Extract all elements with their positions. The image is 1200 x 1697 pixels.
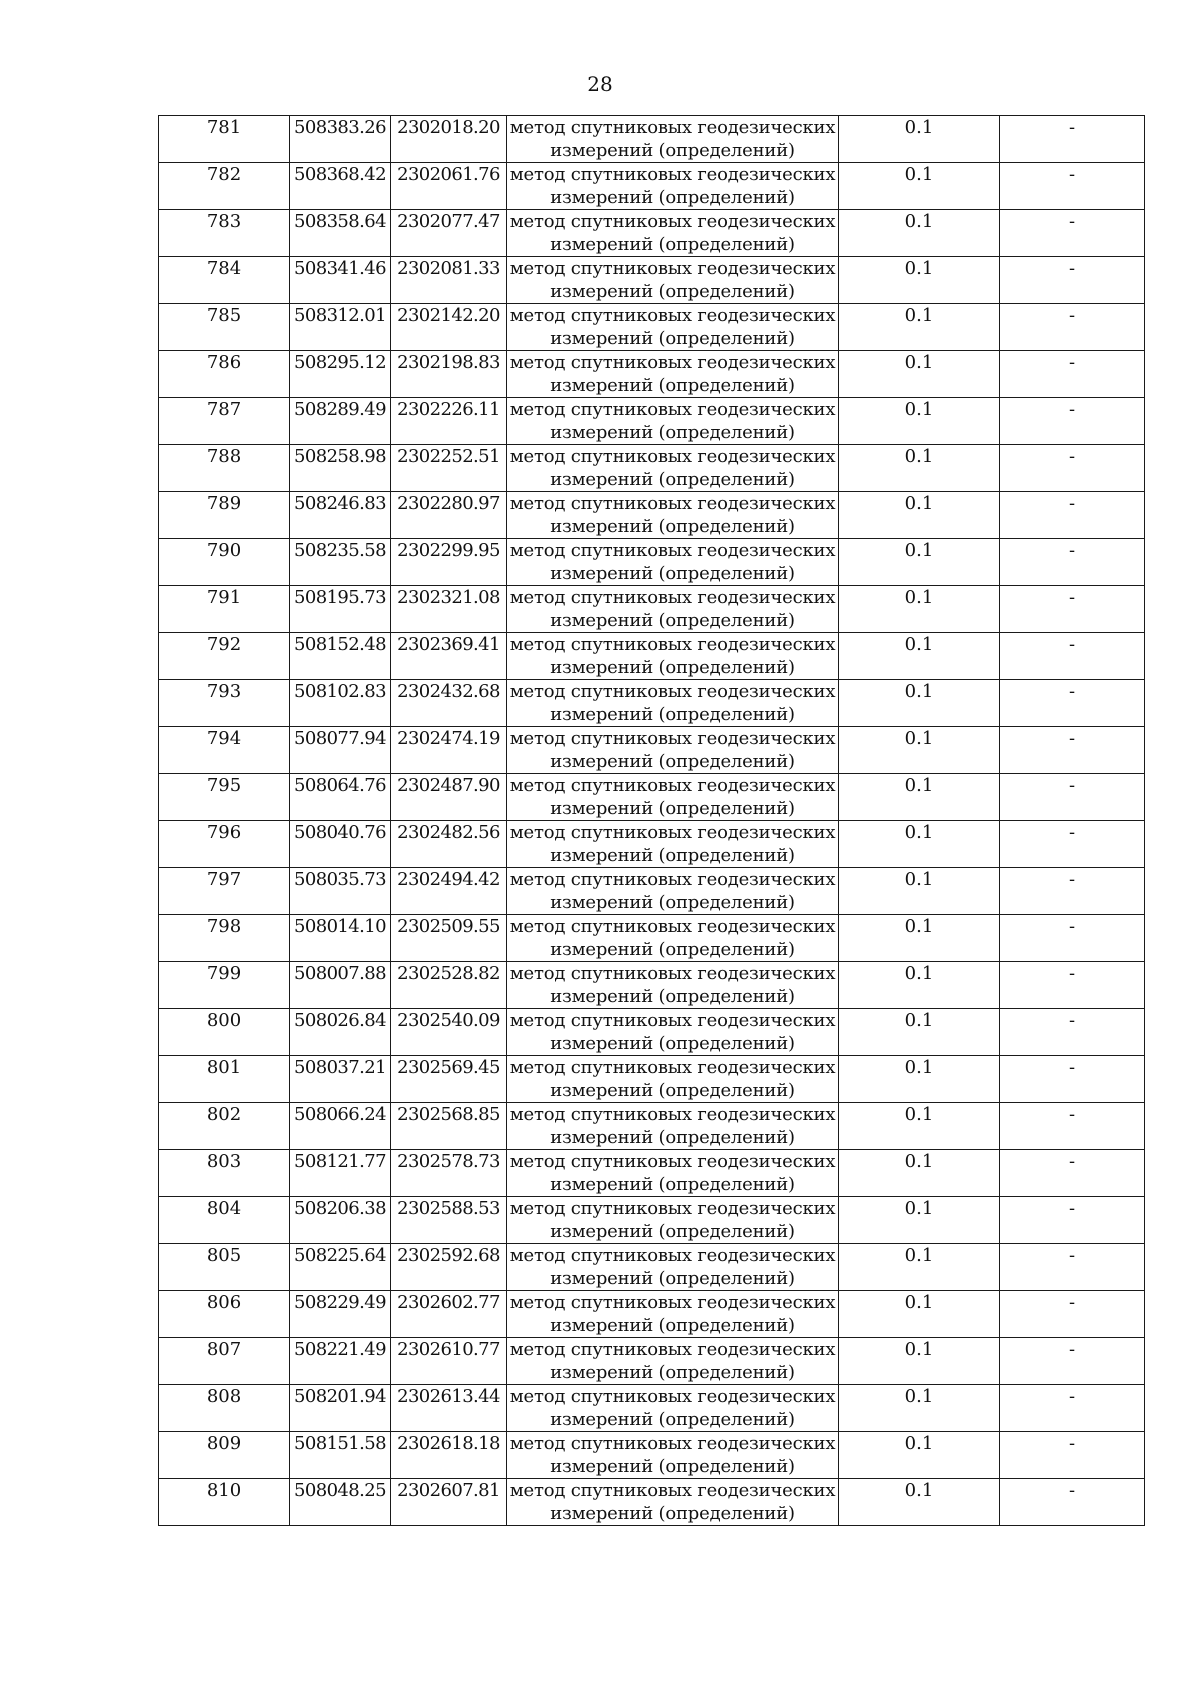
table-row xyxy=(159,163,1145,210)
y-coordinate-cell: 2302252.51 xyxy=(391,445,507,492)
method-cell: метод спутниковых геодезических измерений (определений) xyxy=(507,257,839,304)
y-coordinate-cell: 2302018.20 xyxy=(391,116,507,163)
y-coordinate-cell: 2302226.11 xyxy=(391,398,507,445)
note-cell: - xyxy=(1000,351,1145,398)
method-cell: метод спутниковых геодезических измерений (определений) xyxy=(507,1009,839,1056)
accuracy-cell: 0.1 xyxy=(839,633,1000,680)
y-coordinate-cell: 2302509.55 xyxy=(391,915,507,962)
point-number-cell: 797 xyxy=(159,868,290,915)
y-coordinate-cell: 2302142.20 xyxy=(391,304,507,351)
accuracy-cell: 0.1 xyxy=(839,1291,1000,1338)
accuracy-cell: 0.1 xyxy=(839,680,1000,727)
note-cell: - xyxy=(1000,1056,1145,1103)
x-coordinate-cell: 508312.01 xyxy=(290,304,391,351)
table-row xyxy=(159,257,1145,304)
x-coordinate-cell: 508102.83 xyxy=(290,680,391,727)
point-number-cell: 799 xyxy=(159,962,290,1009)
x-coordinate-cell: 508121.77 xyxy=(290,1150,391,1197)
x-coordinate-cell: 508206.38 xyxy=(290,1197,391,1244)
table-row xyxy=(159,492,1145,539)
note-cell: - xyxy=(1000,398,1145,445)
method-cell: метод спутниковых геодезических измерений (определений) xyxy=(507,1338,839,1385)
table-row xyxy=(159,774,1145,821)
y-coordinate-cell: 2302299.95 xyxy=(391,539,507,586)
x-coordinate-cell: 508048.25 xyxy=(290,1479,391,1526)
y-coordinate-cell: 2302613.44 xyxy=(391,1385,507,1432)
y-coordinate-cell: 2302588.53 xyxy=(391,1197,507,1244)
accuracy-cell: 0.1 xyxy=(839,445,1000,492)
x-coordinate-cell: 508077.94 xyxy=(290,727,391,774)
x-coordinate-cell: 508295.12 xyxy=(290,351,391,398)
table-row xyxy=(159,1385,1145,1432)
accuracy-cell: 0.1 xyxy=(839,1103,1000,1150)
method-cell: метод спутниковых геодезических измерений (определений) xyxy=(507,398,839,445)
point-number-cell: 791 xyxy=(159,586,290,633)
point-number-cell: 789 xyxy=(159,492,290,539)
table-row xyxy=(159,727,1145,774)
table-row xyxy=(159,445,1145,492)
accuracy-cell: 0.1 xyxy=(839,492,1000,539)
y-coordinate-cell: 2302607.81 xyxy=(391,1479,507,1526)
x-coordinate-cell: 508014.10 xyxy=(290,915,391,962)
method-cell: метод спутниковых геодезических измерений (определений) xyxy=(507,821,839,868)
point-number-cell: 781 xyxy=(159,116,290,163)
x-coordinate-cell: 508035.73 xyxy=(290,868,391,915)
accuracy-cell: 0.1 xyxy=(839,1479,1000,1526)
note-cell: - xyxy=(1000,586,1145,633)
x-coordinate-cell: 508341.46 xyxy=(290,257,391,304)
note-cell: - xyxy=(1000,1103,1145,1150)
x-coordinate-cell: 508246.83 xyxy=(290,492,391,539)
accuracy-cell: 0.1 xyxy=(839,351,1000,398)
point-number-cell: 808 xyxy=(159,1385,290,1432)
note-cell: - xyxy=(1000,774,1145,821)
note-cell: - xyxy=(1000,304,1145,351)
method-cell: метод спутниковых геодезических измерений (определений) xyxy=(507,492,839,539)
method-cell: метод спутниковых геодезических измерений (определений) xyxy=(507,1197,839,1244)
point-number-cell: 806 xyxy=(159,1291,290,1338)
y-coordinate-cell: 2302198.83 xyxy=(391,351,507,398)
method-cell: метод спутниковых геодезических измерений (определений) xyxy=(507,1432,839,1479)
accuracy-cell: 0.1 xyxy=(839,1338,1000,1385)
point-number-cell: 798 xyxy=(159,915,290,962)
accuracy-cell: 0.1 xyxy=(839,1385,1000,1432)
point-number-cell: 785 xyxy=(159,304,290,351)
x-coordinate-cell: 508258.98 xyxy=(290,445,391,492)
accuracy-cell: 0.1 xyxy=(839,1432,1000,1479)
note-cell: - xyxy=(1000,1291,1145,1338)
point-number-cell: 795 xyxy=(159,774,290,821)
accuracy-cell: 0.1 xyxy=(839,915,1000,962)
table-row xyxy=(159,351,1145,398)
method-cell: метод спутниковых геодезических измерений (определений) xyxy=(507,1479,839,1526)
method-cell: метод спутниковых геодезических измерений (определений) xyxy=(507,304,839,351)
coordinates-table-body xyxy=(159,116,1145,1526)
accuracy-cell: 0.1 xyxy=(839,1009,1000,1056)
accuracy-cell: 0.1 xyxy=(839,1056,1000,1103)
y-coordinate-cell: 2302610.77 xyxy=(391,1338,507,1385)
table-row xyxy=(159,116,1145,163)
accuracy-cell: 0.1 xyxy=(839,962,1000,1009)
table-row xyxy=(159,210,1145,257)
method-cell: метод спутниковых геодезических измерений (определений) xyxy=(507,915,839,962)
accuracy-cell: 0.1 xyxy=(839,163,1000,210)
point-number-cell: 787 xyxy=(159,398,290,445)
x-coordinate-cell: 508026.84 xyxy=(290,1009,391,1056)
x-coordinate-cell: 508066.24 xyxy=(290,1103,391,1150)
method-cell: метод спутниковых геодезических измерений (определений) xyxy=(507,116,839,163)
table-row xyxy=(159,586,1145,633)
note-cell: - xyxy=(1000,962,1145,1009)
point-number-cell: 809 xyxy=(159,1432,290,1479)
note-cell: - xyxy=(1000,1338,1145,1385)
table-row xyxy=(159,1479,1145,1526)
table-row xyxy=(159,1338,1145,1385)
table-row xyxy=(159,1291,1145,1338)
point-number-cell: 804 xyxy=(159,1197,290,1244)
table-row xyxy=(159,1009,1145,1056)
table-row xyxy=(159,398,1145,445)
table-row xyxy=(159,1103,1145,1150)
point-number-cell: 788 xyxy=(159,445,290,492)
note-cell: - xyxy=(1000,492,1145,539)
table-row xyxy=(159,1150,1145,1197)
point-number-cell: 807 xyxy=(159,1338,290,1385)
table-row xyxy=(159,1056,1145,1103)
point-number-cell: 793 xyxy=(159,680,290,727)
point-number-cell: 796 xyxy=(159,821,290,868)
point-number-cell: 784 xyxy=(159,257,290,304)
accuracy-cell: 0.1 xyxy=(839,727,1000,774)
point-number-cell: 810 xyxy=(159,1479,290,1526)
table-row xyxy=(159,680,1145,727)
accuracy-cell: 0.1 xyxy=(839,257,1000,304)
note-cell: - xyxy=(1000,539,1145,586)
y-coordinate-cell: 2302494.42 xyxy=(391,868,507,915)
method-cell: метод спутниковых геодезических измерений (определений) xyxy=(507,1150,839,1197)
method-cell: метод спутниковых геодезических измерений (определений) xyxy=(507,210,839,257)
x-coordinate-cell: 508358.64 xyxy=(290,210,391,257)
point-number-cell: 803 xyxy=(159,1150,290,1197)
note-cell: - xyxy=(1000,1432,1145,1479)
point-number-cell: 802 xyxy=(159,1103,290,1150)
table-row xyxy=(159,539,1145,586)
y-coordinate-cell: 2302578.73 xyxy=(391,1150,507,1197)
note-cell: - xyxy=(1000,1150,1145,1197)
y-coordinate-cell: 2302592.68 xyxy=(391,1244,507,1291)
point-number-cell: 783 xyxy=(159,210,290,257)
y-coordinate-cell: 2302061.76 xyxy=(391,163,507,210)
accuracy-cell: 0.1 xyxy=(839,821,1000,868)
note-cell: - xyxy=(1000,163,1145,210)
x-coordinate-cell: 508221.49 xyxy=(290,1338,391,1385)
table-row xyxy=(159,821,1145,868)
point-number-cell: 800 xyxy=(159,1009,290,1056)
x-coordinate-cell: 508037.21 xyxy=(290,1056,391,1103)
point-number-cell: 786 xyxy=(159,351,290,398)
table-row xyxy=(159,1432,1145,1479)
y-coordinate-cell: 2302474.19 xyxy=(391,727,507,774)
x-coordinate-cell: 508040.76 xyxy=(290,821,391,868)
x-coordinate-cell: 508151.58 xyxy=(290,1432,391,1479)
method-cell: метод спутниковых геодезических измерений (определений) xyxy=(507,633,839,680)
note-cell: - xyxy=(1000,257,1145,304)
note-cell: - xyxy=(1000,1197,1145,1244)
method-cell: метод спутниковых геодезических измерений (определений) xyxy=(507,1056,839,1103)
x-coordinate-cell: 508064.76 xyxy=(290,774,391,821)
accuracy-cell: 0.1 xyxy=(839,868,1000,915)
note-cell: - xyxy=(1000,727,1145,774)
accuracy-cell: 0.1 xyxy=(839,1244,1000,1291)
point-number-cell: 794 xyxy=(159,727,290,774)
table-row xyxy=(159,1244,1145,1291)
y-coordinate-cell: 2302321.08 xyxy=(391,586,507,633)
table-row xyxy=(159,962,1145,1009)
y-coordinate-cell: 2302482.56 xyxy=(391,821,507,868)
method-cell: метод спутниковых геодезических измерений (определений) xyxy=(507,351,839,398)
accuracy-cell: 0.1 xyxy=(839,1197,1000,1244)
point-number-cell: 792 xyxy=(159,633,290,680)
y-coordinate-cell: 2302369.41 xyxy=(391,633,507,680)
note-cell: - xyxy=(1000,680,1145,727)
note-cell: - xyxy=(1000,210,1145,257)
y-coordinate-cell: 2302618.18 xyxy=(391,1432,507,1479)
accuracy-cell: 0.1 xyxy=(839,116,1000,163)
y-coordinate-cell: 2302540.09 xyxy=(391,1009,507,1056)
method-cell: метод спутниковых геодезических измерений (определений) xyxy=(507,445,839,492)
point-number-cell: 790 xyxy=(159,539,290,586)
accuracy-cell: 0.1 xyxy=(839,1150,1000,1197)
accuracy-cell: 0.1 xyxy=(839,304,1000,351)
method-cell: метод спутниковых геодезических измерений (определений) xyxy=(507,1244,839,1291)
method-cell: метод спутниковых геодезических измерений (определений) xyxy=(507,962,839,1009)
method-cell: метод спутниковых геодезических измерений (определений) xyxy=(507,586,839,633)
accuracy-cell: 0.1 xyxy=(839,586,1000,633)
y-coordinate-cell: 2302081.33 xyxy=(391,257,507,304)
coordinates-table xyxy=(158,115,1145,1526)
y-coordinate-cell: 2302280.97 xyxy=(391,492,507,539)
page-number: 28 xyxy=(587,72,613,96)
table-row xyxy=(159,915,1145,962)
accuracy-cell: 0.1 xyxy=(839,398,1000,445)
table-row xyxy=(159,1197,1145,1244)
note-cell: - xyxy=(1000,821,1145,868)
y-coordinate-cell: 2302077.47 xyxy=(391,210,507,257)
y-coordinate-cell: 2302569.45 xyxy=(391,1056,507,1103)
accuracy-cell: 0.1 xyxy=(839,774,1000,821)
x-coordinate-cell: 508201.94 xyxy=(290,1385,391,1432)
y-coordinate-cell: 2302568.85 xyxy=(391,1103,507,1150)
accuracy-cell: 0.1 xyxy=(839,210,1000,257)
note-cell: - xyxy=(1000,445,1145,492)
point-number-cell: 805 xyxy=(159,1244,290,1291)
note-cell: - xyxy=(1000,1009,1145,1056)
method-cell: метод спутниковых геодезических измерений (определений) xyxy=(507,680,839,727)
method-cell: метод спутниковых геодезических измерений (определений) xyxy=(507,1291,839,1338)
method-cell: метод спутниковых геодезических измерений (определений) xyxy=(507,539,839,586)
point-number-cell: 782 xyxy=(159,163,290,210)
note-cell: - xyxy=(1000,116,1145,163)
y-coordinate-cell: 2302432.68 xyxy=(391,680,507,727)
x-coordinate-cell: 508007.88 xyxy=(290,962,391,1009)
x-coordinate-cell: 508289.49 xyxy=(290,398,391,445)
table-row xyxy=(159,633,1145,680)
method-cell: метод спутниковых геодезических измерений (определений) xyxy=(507,727,839,774)
table-row xyxy=(159,304,1145,351)
note-cell: - xyxy=(1000,915,1145,962)
note-cell: - xyxy=(1000,1385,1145,1432)
table-row xyxy=(159,868,1145,915)
note-cell: - xyxy=(1000,1244,1145,1291)
x-coordinate-cell: 508225.64 xyxy=(290,1244,391,1291)
accuracy-cell: 0.1 xyxy=(839,539,1000,586)
method-cell: метод спутниковых геодезических измерений (определений) xyxy=(507,774,839,821)
method-cell: метод спутниковых геодезических измерений (определений) xyxy=(507,868,839,915)
y-coordinate-cell: 2302602.77 xyxy=(391,1291,507,1338)
method-cell: метод спутниковых геодезических измерений (определений) xyxy=(507,1385,839,1432)
x-coordinate-cell: 508235.58 xyxy=(290,539,391,586)
note-cell: - xyxy=(1000,868,1145,915)
y-coordinate-cell: 2302528.82 xyxy=(391,962,507,1009)
x-coordinate-cell: 508383.26 xyxy=(290,116,391,163)
y-coordinate-cell: 2302487.90 xyxy=(391,774,507,821)
note-cell: - xyxy=(1000,633,1145,680)
x-coordinate-cell: 508195.73 xyxy=(290,586,391,633)
x-coordinate-cell: 508368.42 xyxy=(290,163,391,210)
x-coordinate-cell: 508229.49 xyxy=(290,1291,391,1338)
note-cell: - xyxy=(1000,1479,1145,1526)
x-coordinate-cell: 508152.48 xyxy=(290,633,391,680)
method-cell: метод спутниковых геодезических измерений (определений) xyxy=(507,1103,839,1150)
method-cell: метод спутниковых геодезических измерений (определений) xyxy=(507,163,839,210)
point-number-cell: 801 xyxy=(159,1056,290,1103)
